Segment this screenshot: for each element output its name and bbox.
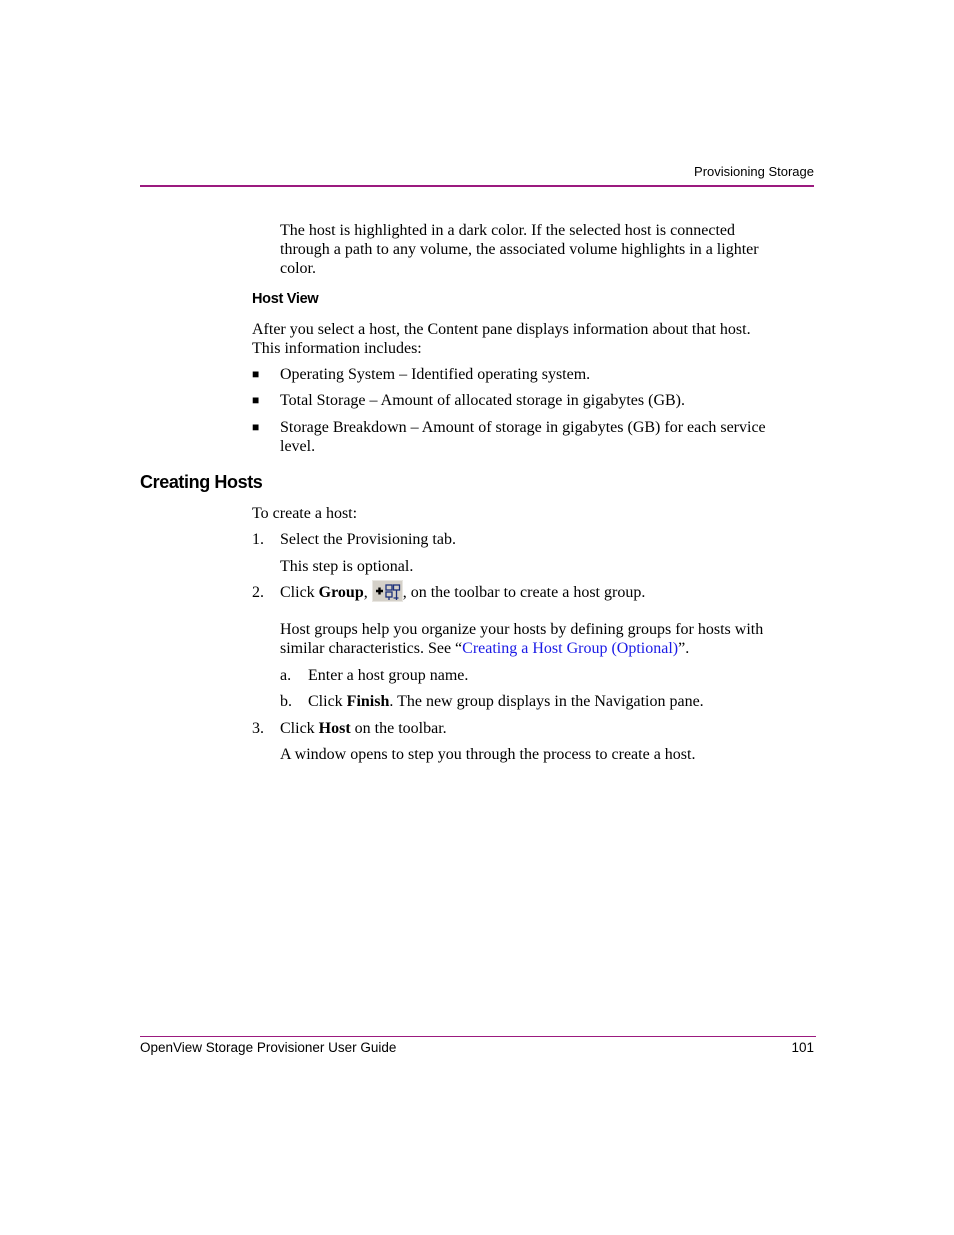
step-3-text [280, 719, 447, 738]
step-1-text: Select the Provisioning tab. [280, 531, 456, 548]
bullet-item: Operating System – Identified operating system. [280, 366, 591, 383]
substep-b-text [308, 692, 704, 711]
ui-term-host: Host [318, 720, 351, 737]
paragraph-line: After you select a host, the Content pane displays information about that host. [252, 321, 751, 338]
step-number: 3. [252, 720, 264, 737]
text-run: Click [308, 693, 347, 710]
add-host-group-icon [372, 580, 403, 602]
bullet-marker: ■ [252, 420, 260, 434]
step-number: 1. [252, 531, 264, 548]
page-number: 101 [791, 1040, 814, 1055]
intro-line: color. [280, 260, 316, 277]
bullet-marker: ■ [252, 393, 260, 407]
intro-paragraph [280, 221, 759, 278]
text-run: , [363, 584, 372, 601]
substep-a-text [308, 666, 468, 685]
text-run: Click [280, 720, 319, 737]
bullet-marker: ■ [252, 367, 260, 381]
intro-line: through a path to any volume, the associated volume highlights in a lighter [280, 241, 759, 258]
host-view-paragraph [252, 320, 751, 358]
text-run: Click [280, 584, 319, 601]
footer-guide-title: OpenView Storage Provisioner User Guide [140, 1040, 397, 1055]
text-run: , on the toolbar to create a host group. [402, 584, 646, 601]
step-2-text [280, 583, 645, 602]
bullet-line: Storage Breakdown – Amount of storage in gigabytes (GB) for each service [280, 419, 766, 436]
text-run: . The new group displays in the Navigation pane. [389, 693, 704, 710]
header-rule [140, 185, 814, 187]
text-run: similar characteristics. See “ [280, 640, 463, 657]
step-2-paragraph [280, 620, 763, 658]
procedure-lead: To create a host: [252, 505, 358, 522]
step-1-note: This step is optional. [280, 558, 414, 575]
substep-letter: a. [280, 667, 292, 684]
paragraph-line [280, 639, 763, 658]
creating-hosts-heading: Creating Hosts [140, 472, 263, 492]
paragraph-line: Host groups help you organize your hosts by defining groups for hosts with [280, 621, 764, 638]
bullet-item: Total Storage – Amount of allocated storage in gigabytes (GB). [280, 392, 686, 409]
text-run: ”. [678, 640, 690, 657]
running-header: Provisioning Storage [694, 164, 814, 179]
intro-line: The host is highlighted in a dark color. If the selected host is connected [280, 222, 735, 239]
ui-term-finish: Finish [346, 693, 390, 710]
bullet-item [280, 418, 766, 456]
host-view-heading: Host View [252, 291, 319, 307]
bullet-line: level. [280, 438, 316, 455]
step-3-note: A window opens to step you through the process to create a host. [280, 746, 696, 763]
paragraph-line: This information includes: [252, 340, 422, 357]
ui-term-group: Group [318, 584, 364, 601]
creating-host-group-link[interactable]: Creating a Host Group (Optional) [462, 640, 679, 657]
text-run: Enter a host group name. [308, 667, 469, 684]
footer-rule [140, 1036, 816, 1037]
substep-letter: b. [280, 693, 292, 710]
text-run: on the toolbar. [350, 720, 447, 737]
step-number: 2. [252, 584, 264, 601]
